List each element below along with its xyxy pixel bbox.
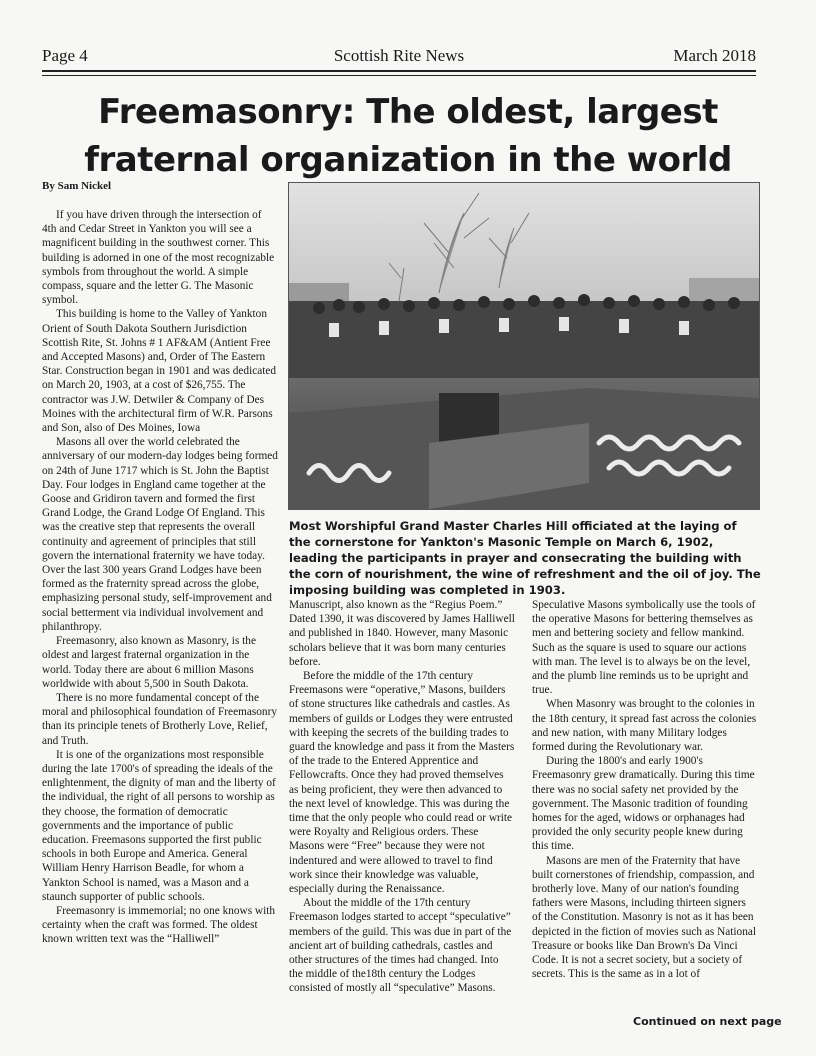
header-rule-thick bbox=[42, 70, 756, 72]
paragraph: Freemasonry, also known as Masonry, is the oldest and largest fraternal organization in the world. Today there are about 6 million Masons worldwide with about 5,500 in South Dakota. bbox=[42, 635, 256, 690]
paragraph: Speculative Masons symbolically use the tools of the operative Masons for bettering themselves as men and bettering society and fellow mankind. Such as the square is used to square our actions with man. The level is to always be on the level, and the plumb line reminds us to be upright and true. bbox=[532, 599, 756, 697]
continued-notice[interactable]: Continued on next page bbox=[633, 1015, 782, 1028]
paragraph: During the 1800's and early 1900's Freemasonry grew dramatically. During this time there was no social safety net provided by the government. The Masonic tradition of founding homes for the aged, widows or orphanages had provided the only security people knew during this time. bbox=[532, 755, 755, 853]
byline: By Sam Nickel bbox=[42, 180, 112, 192]
article-headline: Freemasonry: The oldest, largest fraternal organization in the world bbox=[84, 92, 732, 180]
column-3 bbox=[532, 598, 758, 981]
paragraph: Masons are men of the Fraternity that have built cornerstones of friendship, compassion, and brotherly love. Many of our nation's founding fathers were Masons, including thirteen signers of the Constitution. Masonry is not as it has been depicted in the fiction of movies such as National Treasure or books like Dan Brown's Da Vinci Code. It is not a secret society, but a society of secrets. This is the same as in a lot of bbox=[532, 854, 756, 981]
photo-caption: Most Worshipful Grand Master Charles Hill officiated at the laying of the cornerstone for Yankton's Masonic Temple on March 6, 1902, leading the participants in prayer and consecrating the building with the corn of nourishment, the wine of refreshment and the oil of joy. The imposing building was completed in 1903. bbox=[289, 519, 761, 597]
paragraph: Masons all over the world celebrated the anniversary of our modern-day lodges being formed on 24th of June 1717 which is St. John the Baptist Day. Four lodges in England came together at the Goose and Gridiron tavern and formed the first Grand Lodge, the Grand Lodge Of England. This was the creative step that represents the overall continuity and agreement of principles that still govern the international fraternity we have today. Over the last 300 years Grand Lodges have been formed as the fraternity spread across the globe, emphasizing personal study, self-improvement and social betterment via individual involvement and philanthropy. bbox=[42, 436, 278, 633]
publication-name: Scottish Rite News bbox=[333, 46, 465, 65]
paragraph: There is no more fundamental concept of the moral and philosophical foundation of Freemasonry than its principle tenets of Brotherly Love, Relief, and Truth. bbox=[42, 691, 277, 747]
paragraph: When Masonry was brought to the colonies in the 18th century, it spread fast across the colonies and new nation, with many Military lodges formed during the Revolutionary war. bbox=[532, 698, 757, 754]
issue-date: March 2018 bbox=[673, 46, 756, 65]
cornerstone-photo bbox=[288, 182, 760, 510]
page-number: Page 4 bbox=[42, 46, 88, 65]
header-rule-thin bbox=[42, 75, 756, 76]
paragraph: About the middle of the 17th century Freemason lodges started to accept “speculative” members of the guild. This was due in part of the ancient art of building cathedrals, castles and other structures of the times had changed. Into the middle of the18th century the Lodges consisted of mostly all “speculative” Masons. bbox=[289, 897, 512, 995]
page-header bbox=[42, 44, 756, 70]
paragraph: Before the middle of the 17th century Freemasons were “operative,” Masons, builders of stone structures like cathedrals and castles. As members of guilds or Lodges they were entrusted with keeping the secrets of the building trades to guard the knowledge and pass it from the Masters of the trade to the Entered Apprentice and Fellowcrafts. Once they had proved themselves as being proficient, they were then advanced to the next level of knowledge. This was during the time that the only people who could read or write were Royalty and Religious orders. These Masons were “Free” because they were not indentured and were allowed to travel to find work since their knowledge was valuable, especially during the Renaissance. bbox=[289, 670, 515, 896]
paragraph: If you have driven through the intersection of 4th and Cedar Street in Yankton you will see a magnificent building in the southwest corner. This building is adorned in one of the most recognizable symbols from throughout the world. A simple compass, square and the letter G. The Masonic symbol. bbox=[42, 209, 275, 307]
paragraph: Manuscript, also known as the “Regius Poem.” Dated 1390, it was discovered by James Halliwell and published in 1840. However, many Masonic scholars believe that it was born many centuries before. bbox=[289, 599, 515, 668]
column-1 bbox=[42, 208, 278, 947]
paragraph: It is one of the organizations most responsible during the late 1700's of spreading the ideals of the enlightenment, the dignity of man and the liberty of the individual, the right of all persons to worship as they choose, the formation of democratic governments and the importance of public education. Freemasons supported the first public schools in both Europe and America. General William Henry Harrison Beadle, for whom a Yankton School is named, was a Mason and a staunch supporter of public schools. bbox=[42, 748, 276, 903]
paragraph: Freemasonry is immemorial; no one knows with certainty when the craft was formed. The oldest known written text was the “Halliwell” bbox=[42, 904, 276, 946]
paragraph: This building is home to the Valley of Yankton Orient of South Dakota Southern Jurisdiction Scottish Rite, St. Johns # 1 AF&AM (Antient Free and Accepted Masons) and, Order of The Eastern Star. Construction began in 1901 and was dedicated on March 20, 1903, at a cost of $26,755. The contractor was J.W. Detwiler & Company of Des Moines with the architectural firm of W.R. Parsons and Son, also of Des Moines, Iowa bbox=[42, 308, 277, 435]
column-2 bbox=[289, 598, 515, 996]
photo-illustration bbox=[289, 183, 759, 509]
